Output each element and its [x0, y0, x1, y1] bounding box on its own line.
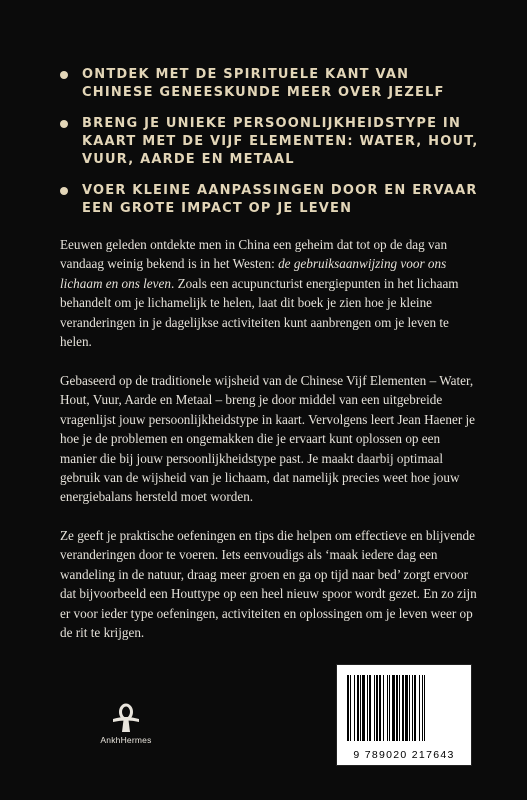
barcode-bar	[367, 675, 368, 741]
barcode-bar	[357, 675, 359, 741]
barcode-bar	[362, 675, 365, 741]
barcode-bar	[422, 675, 423, 741]
bullet-text: ONTDEK MET DE SPIRITUELE KANT VAN CHINESE GENEESKUNDE MEER OVER JEZELF	[82, 67, 445, 100]
publisher-logo	[96, 703, 156, 745]
description-paragraph-3: Ze geeft je praktische oefeningen en tips die helpen om effectieve en blijvende veranderingen door te voeren. Iets eenvoudigs als ‘maak iedere dag een wandeling in de natuur, draag meer groen en ga op tijd naar bed’ zorgt ervoor dat bijvoorbeeld een Houttype op een heel nieuw spoor wordt gezet. En zo zijn er voor ieder type oefeningen, activiteiten en oplossingen om je leven weer op de rit te krijgen.	[60, 528, 477, 641]
barcode-bar	[374, 675, 375, 741]
barcode-bar	[412, 675, 413, 741]
isbn-barcode	[336, 664, 472, 766]
barcode-bar	[419, 675, 420, 741]
barcode-bar	[387, 675, 388, 741]
feature-bullets	[60, 66, 480, 231]
book-subtitle-text: de gebruiksaanwijzing voor ons lichaam en ons leven	[60, 256, 447, 291]
bullet-item	[60, 182, 480, 218]
barcode-bar	[376, 675, 378, 741]
ankh-logo-icon	[109, 703, 143, 733]
publisher-name: AnkhHermes	[100, 735, 152, 745]
barcode-bar	[354, 675, 355, 741]
barcode-bar	[405, 675, 408, 741]
bullet-dot-icon	[60, 187, 68, 195]
paragraph-text: . Zoals een acupuncturist energiepunten in het lichaam behandelt om je lichamelijk te helen, laat dit boek je zien hoe je kleine veranderingen in je dagelijkse activiteiten kunt aanbrengen om je leven te helen.	[60, 275, 459, 350]
barcode-bars	[346, 675, 462, 741]
barcode-bar	[399, 675, 400, 741]
bullet-text: BRENG JE UNIEKE PERSOONLIJKHEIDSTYPE IN KAART MET DE VIJF ELEMENTEN: WATER, HOUT, VUUR, AARDE EN METAAL	[82, 116, 479, 167]
bullet-text: VOER KLEINE AANPASSINGEN DOOR EN ERVAAR EEN GROTE IMPACT OP JE LEVEN	[82, 183, 478, 216]
paragraph-text: Eeuwen geleden ontdekte men in China een geheim dat tot op de dag van vandaag weinig bekend is in het Westen:	[60, 237, 448, 272]
bullet-item	[60, 66, 480, 102]
bullet-item	[60, 115, 480, 169]
barcode-bar	[379, 675, 381, 741]
barcode-bar	[424, 675, 425, 741]
barcode-bar	[360, 675, 361, 741]
barcode-bar	[396, 675, 398, 741]
description-paragraph-2: Gebaseerd op de traditionele wijsheid van de Chinese Vijf Elementen – Water, Hout, Vuur, Aarde en Metaal – breng je door middel van een uitgebreide vragenlijst jouw persoonlijkheidstype in kaart. Vervolgens leert Jean Haener je hoe je de problemen en ongemakken die je ervaart kunt oplossen op een manier die bij jouw persoonlijkheidstype past. Je maakt daarbij optimaal gebruik van de wijsheid van je lichaam, dat namelijk precies weet hoe jouw energiebalans hersteld moet worden.	[60, 373, 476, 505]
barcode-bar	[383, 675, 384, 741]
barcode-bar	[402, 675, 404, 741]
barcode-bar	[350, 675, 351, 741]
bullet-dot-icon	[60, 71, 68, 79]
barcode-bar	[409, 675, 410, 741]
isbn-number: 9 789020 217643	[353, 749, 455, 761]
barcode-bar	[392, 675, 395, 741]
barcode-bar	[347, 675, 349, 741]
barcode-bar	[414, 675, 416, 741]
barcode-bar	[369, 675, 371, 741]
barcode-bar	[389, 675, 390, 741]
description-paragraph-1	[60, 235, 480, 351]
bullet-dot-icon	[60, 120, 68, 128]
